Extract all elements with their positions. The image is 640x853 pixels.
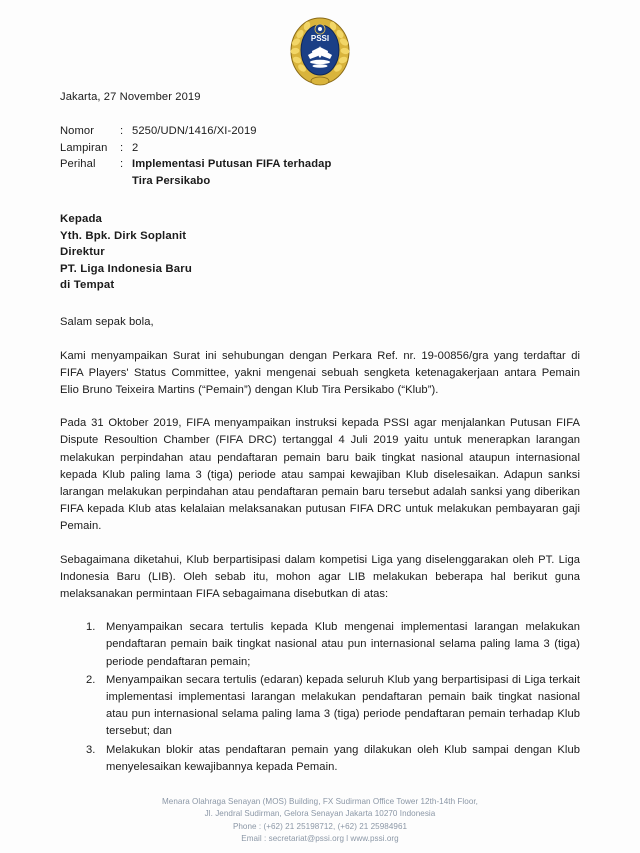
pssi-logo bbox=[289, 12, 351, 86]
list-item: Menyampaikan secara tertulis (edaran) kepada seluruh Klub yang berpartisipasi di Liga terkait implementasi implementasi larangan melakukan pendaftaran pemain baik tingkat nasional atau pun internasional selama paling lama 3 (tiga) periode pendaftaran pemain terhadap Klub tersebut; dan bbox=[106, 673, 580, 738]
recipient-name: Yth. Bpk. Dirk Soplanit bbox=[60, 229, 187, 242]
meta-row-lampiran bbox=[60, 140, 580, 157]
letter-meta-block bbox=[60, 123, 580, 189]
recipient-title: Direktur bbox=[60, 246, 105, 258]
letterhead bbox=[0, 12, 640, 86]
meta-row-nomor bbox=[60, 123, 580, 140]
meta-colon-lampiran: : bbox=[120, 141, 124, 154]
footer-email-website: Email : secretariat@pssi.org l www.pssi.org bbox=[241, 833, 399, 843]
meta-value-perihal: Implementasi Putusan FIFA terhadap bbox=[132, 158, 332, 170]
recipient-place: di Tempat bbox=[60, 279, 115, 291]
meta-label-lampiran: Lampiran bbox=[60, 141, 108, 154]
date-line: Jakarta, 27 November 2019 bbox=[60, 91, 201, 103]
salutation: Salam sepak bola, bbox=[60, 315, 154, 328]
meta-value-lampiran: 2 bbox=[132, 141, 139, 154]
recipient-company: PT. Liga Indonesia Baru bbox=[60, 262, 192, 275]
meta-colon-perihal: : bbox=[120, 158, 124, 170]
pssi-logo-text: PSSI bbox=[310, 34, 330, 43]
meta-value-nomor: 5250/UDN/1416/XI-2019 bbox=[132, 125, 257, 137]
numbered-list bbox=[60, 619, 580, 776]
page-footer bbox=[0, 796, 640, 845]
recipient-kepada: Kepada bbox=[60, 213, 103, 225]
body-paragraph-2: Pada 31 Oktober 2019, FIFA menyampaikan instruksi kepada PSSI agar menjalankan Putusan FIFA Dispute Resoultion Chamber (FIFA DRC) tertanggal 4 Juli 2019 yaitu untuk menerapkan larangan melakukan perpindahan atau pendaftaran pemain baru baik tingkat nasional ataupun internasional kepada Klub paling lama 3 (tiga) periode atau sampai kewajiban Klub diselesaikan. Adapun sanksi larangan melakukan perpindahan atau pendaftaran pemain baru tersebut adalah sanksi yang diberikan FIFA kepada Klub atas kelalaian melaksanakan putusan FIFA DRC untuk melakukan pembayaran gaji Pemain. bbox=[60, 417, 580, 533]
meta-label-nomor: Nomor bbox=[60, 125, 95, 137]
list-item: Menyampaikan secara tertulis kepada Klub mengenai implementasi larangan melakukan pendaftaran pemain baik tingkat nasional atau pun internasional selama paling lama 3 (tiga) periode pendaftaran pemain; bbox=[106, 621, 580, 668]
meta-colon-nomor: : bbox=[120, 125, 124, 137]
list-item: Melakukan blokir atas pendaftaran pemain yang dilakukan oleh Klub sampai dengan Klub menyelesaikan kewajibannya kepada Pemain. bbox=[106, 743, 580, 773]
recipient-block bbox=[60, 211, 580, 294]
footer-address-line-1: Menara Olahraga Senayan (MOS) Building, FX Sudirman Office Tower 12th-14th Floor, bbox=[162, 797, 478, 807]
footer-phone: Phone : (+62) 21 25198712, (+62) 21 25984961 bbox=[232, 821, 408, 831]
body-paragraph-1: Kami menyampaikan Surat ini sehubungan dengan Perkara Ref. nr. 19-00856/gra yang terdaftar di FIFA Players' Status Committee, yakni mengenai sebuah sengketa ketenagakerjaan antara Pemain Elio Bruno Teixeira Martins (“Pemain”) dengan Klub Tira Persikabo (“Klub”). bbox=[60, 349, 580, 396]
body-paragraph-3: Sebagaimana diketahui, Klub berpartisipasi dalam kompetisi Liga yang diselenggarakan oleh PT. Liga Indonesia Baru (LIB). Oleh sebab itu, mohon agar LIB melakukan beberapa hal berikut guna melaksanakan permintaan FIFA sebagaimana disebutkan di atas: bbox=[60, 553, 580, 600]
footer-address-line-2: Jl. Jendral Sudirman, Gelora Senayan Jakarta 10270 Indonesia bbox=[204, 809, 436, 819]
meta-label-perihal: Perihal bbox=[60, 158, 96, 170]
meta-value-perihal-line2: Tira Persikabo bbox=[132, 174, 211, 187]
meta-row-perihal bbox=[60, 156, 580, 173]
letter-body bbox=[60, 90, 580, 777]
